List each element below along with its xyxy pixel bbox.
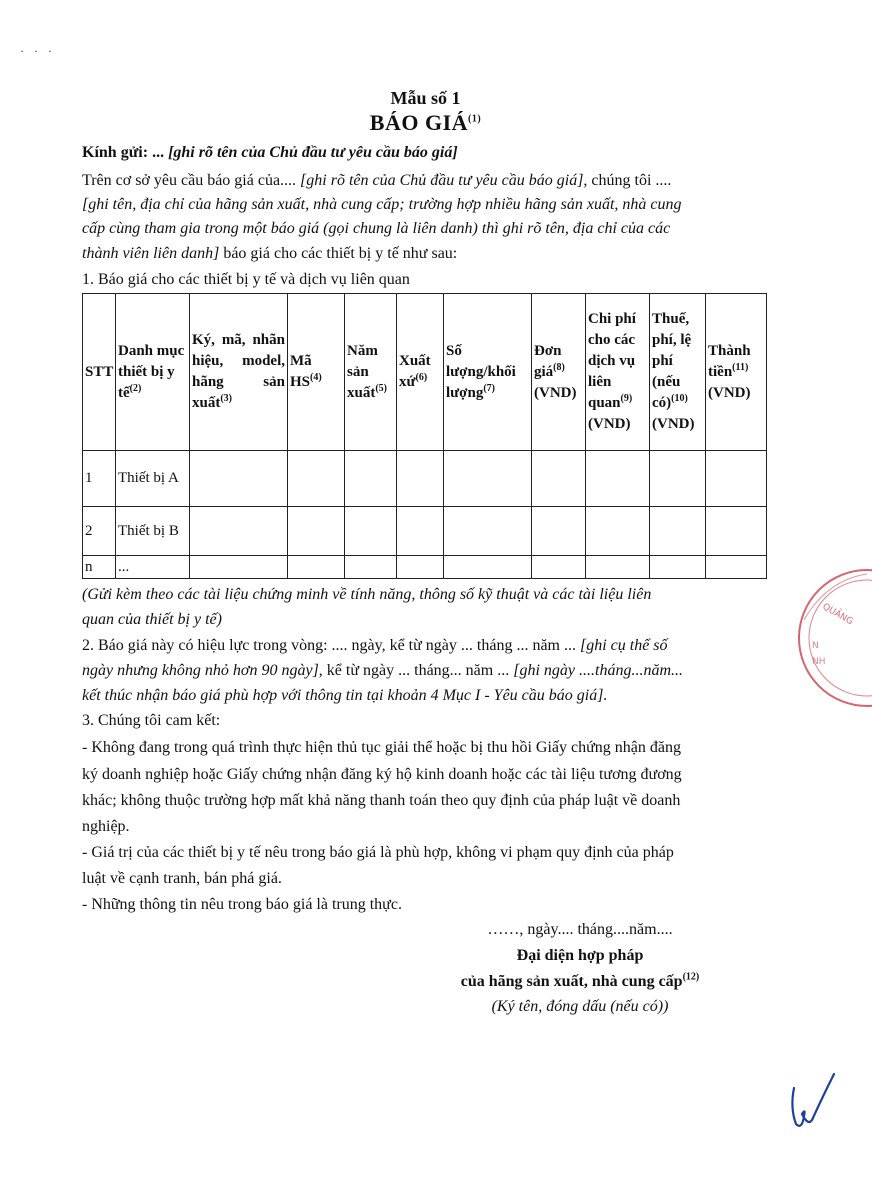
row-cell (345, 451, 397, 507)
section-3-heading: 3. Chúng tôi cam kết: (82, 712, 221, 729)
red-stamp-icon (782, 560, 872, 720)
section-2-line-3: kết thúc nhận báo giá phù hợp với thông tin tại khoản 4 Mục I - Yêu cầu báo giá]. (82, 687, 608, 704)
section-1-heading: 1. Báo giá cho các thiết bị y tế và dịch vụ liên quan (82, 271, 410, 288)
quote-table (82, 293, 767, 579)
row-stt: n (83, 556, 116, 579)
table-row (83, 556, 767, 579)
row-cell (650, 556, 706, 579)
header-service-cost: Chi phí cho các dịch vụ liên quan$^{(9)}$ (VND) (586, 294, 650, 451)
table-row (83, 451, 767, 507)
row-cell (190, 451, 288, 507)
row-cell (586, 507, 650, 556)
commitment-2-line-2: luật về cạnh tranh, bán phá giá. (82, 870, 282, 887)
scan-dots: ··· (20, 44, 62, 58)
row-cell (586, 451, 650, 507)
row-cell (444, 556, 532, 579)
commitment-1-line-3: khác; không thuộc trường hợp mất khả năng thanh toán theo quy định của pháp luật về doanh (82, 792, 681, 809)
row-cell (532, 556, 586, 579)
row-item: Thiết bị B (116, 507, 190, 556)
row-stt: 2 (83, 507, 116, 556)
intro-line-4: thành viên liên danh] báo giá cho các thiết bị y tế như sau: (82, 245, 458, 262)
header-tax: Thuế, phí, lệ phí (nếu có)$^{(10)}$ (VND) (650, 294, 706, 451)
header-hs-code: Mã HS$^{(4)}$ (288, 294, 345, 451)
row-cell (650, 451, 706, 507)
header-brand: Ký, mã, nhãn hiệu, model, hãng sản xuất$^{(3)}$ (190, 294, 288, 451)
table-header-row (83, 294, 767, 451)
attachment-note-1: (Gửi kèm theo các tài liệu chứng minh về tính năng, thông số kỹ thuật và các tài liệu liên (82, 586, 652, 603)
row-cell (190, 556, 288, 579)
row-item: ... (116, 556, 190, 579)
attachment-note-2: quan của thiết bị y tế) (82, 611, 222, 628)
row-cell (288, 507, 345, 556)
row-stt: 1 (83, 451, 116, 507)
intro-line-1: Trên cơ sở yêu cầu báo giá của.... [ghi rõ tên của Chủ đầu tư yêu cầu báo giá], chúng tôi .... (82, 172, 672, 189)
row-cell (706, 507, 767, 556)
row-cell (288, 451, 345, 507)
header-origin: Xuất xứ$^{(6)}$ (397, 294, 444, 451)
row-cell (345, 556, 397, 579)
commitment-1-line-4: nghiệp. (82, 818, 130, 835)
row-cell (532, 507, 586, 556)
row-item: Thiết bị A (116, 451, 190, 507)
commitment-1-line-2: ký doanh nghiệp hoặc Giấy chứng nhận đăng ký hộ kinh doanh hoặc các tài liệu tương đương (82, 766, 682, 783)
svg-text:NH: NH (812, 657, 826, 667)
row-cell (288, 556, 345, 579)
header-stt: STT (83, 294, 116, 451)
section-2-line-2: ngày nhưng không nhỏ hơn 90 ngày], kể từ ngày ... tháng... năm ... [ghi ngày ....tháng...năm... (82, 662, 683, 679)
row-cell (586, 556, 650, 579)
section-2-line-1: 2. Báo giá này có hiệu lực trong vòng: .... ngày, kể từ ngày ... tháng ... năm ... [ghi cụ thể số (82, 637, 668, 654)
commitment-1-line-1: - Không đang trong quá trình thực hiện thủ tục giải thể hoặc bị thu hồi Giấy chứng nhận đăng (82, 739, 681, 756)
signature-rep-1: Đại diện hợp pháp (516, 947, 644, 964)
intro-line-2: [ghi tên, địa chỉ của hãng sản xuất, nhà cung cấp; trường hợp nhiều hãng sản xuất, nhà cung (82, 196, 682, 213)
signature-rep-2: của hãng sản xuất, nhà cung cấp$^{(12)}$ (460, 971, 700, 990)
header-unit-price: Đơn giá$^{(8)}$ (VND) (532, 294, 586, 451)
intro-line-3: cấp cùng tham gia trong một báo giá (gọi chung là liên danh) thì ghi rõ tên, địa chỉ của các (82, 220, 671, 237)
header-total: Thành tiền$^{(11)}$ (VND) (706, 294, 767, 451)
header-quantity: Số lượng/khối lượng$^{(7)}$ (444, 294, 532, 451)
row-cell (706, 556, 767, 579)
recipient-line: Kính gửi: ... [ghi rõ tên của Chủ đầu tư yêu cầu báo giá] (82, 144, 458, 161)
row-cell (444, 507, 532, 556)
header-item: Danh mục thiết bị y tế$^{(2)}$ (116, 294, 190, 451)
row-cell (397, 556, 444, 579)
table-row (83, 507, 767, 556)
document-title: BÁO GIÁ$^{(1)}$ (369, 110, 482, 135)
commitment-3: - Những thông tin nêu trong báo giá là trung thực. (82, 896, 402, 913)
row-cell (397, 507, 444, 556)
row-cell (444, 451, 532, 507)
svg-text:QUẢNG: QUẢNG (820, 601, 855, 628)
row-cell (650, 507, 706, 556)
svg-text:N: N (812, 641, 819, 651)
row-cell (706, 451, 767, 507)
handwritten-signature-icon (788, 1068, 838, 1138)
form-number: Mẫu số 1 (390, 88, 461, 108)
row-cell (190, 507, 288, 556)
commitment-2-line-1: - Giá trị của các thiết bị y tế nêu trong báo giá là phù hợp, không vi phạm quy định của pháp (82, 844, 674, 861)
header-year: Năm sản xuất$^{(5)}$ (345, 294, 397, 451)
row-cell (397, 451, 444, 507)
signature-note: (Ký tên, đóng dấu (nếu có)) (491, 998, 669, 1015)
signature-date: ……, ngày.... tháng....năm.... (487, 921, 673, 938)
row-cell (345, 507, 397, 556)
row-cell (532, 451, 586, 507)
